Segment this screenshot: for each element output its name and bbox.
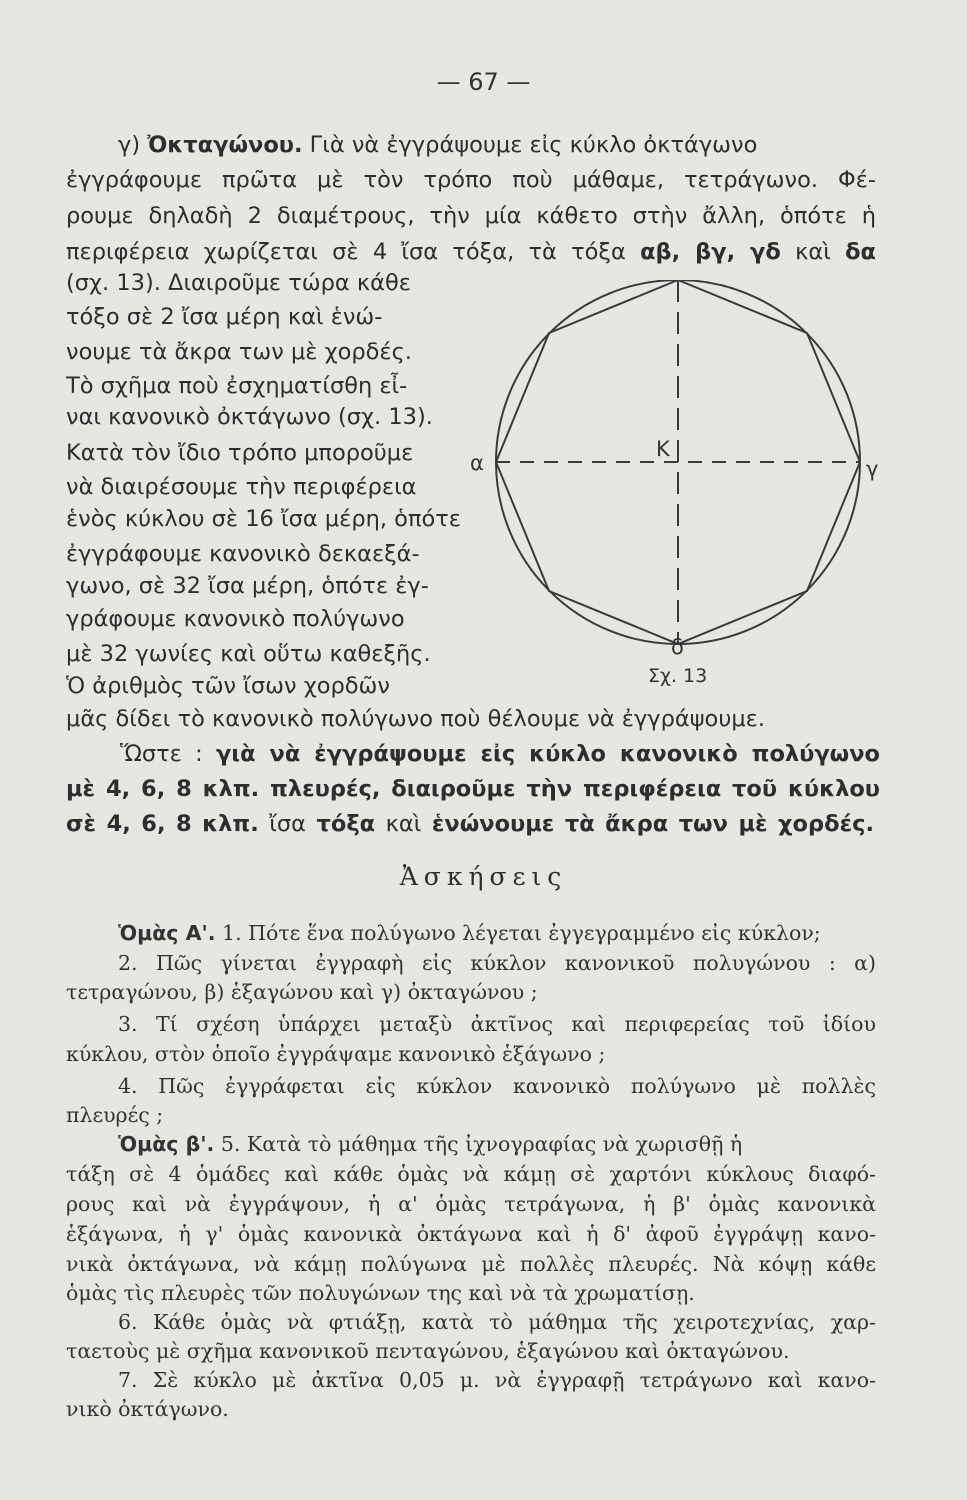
text-line: Τὸ σχῆμα ποὺ ἐσχηματίσθη εἶ- bbox=[66, 373, 408, 399]
arc-name: δα bbox=[845, 239, 876, 265]
text-line: 4. Πῶς ἐγγράφεται εἰς κύκλον κανονικὸ πολύγωνο μὲ πολλὲς bbox=[118, 1074, 876, 1098]
text-line bbox=[118, 1132, 742, 1156]
text-fragment: Ὥστε : bbox=[120, 741, 216, 767]
text-line: κύκλου, στὸν ὁποῖο ἐγγράψαμε κανονικὸ ἑξάγωνο ; bbox=[66, 1042, 606, 1066]
text-line: ἑξάγωνα, ἡ γ' ὁμὰς κανονικὰ ὀκτάγωνα καὶ ἡ δ' ἀφοῦ ἐγγράψῃ κανο- bbox=[66, 1222, 876, 1246]
text-fragment: Γιὰ νὰ ἐγγράψουμε εἰς κύκλο ὀκτάγωνο bbox=[302, 132, 758, 158]
text-line: Κατὰ τὸν ἴδιο τρόπο μποροῦμε bbox=[66, 440, 414, 466]
exercises-title: Ἀσκήσεις bbox=[399, 862, 568, 891]
text-line: γράφουμε κανονικὸ πολύγωνο bbox=[66, 606, 405, 632]
octagon-figure bbox=[470, 280, 910, 700]
text-fragment: ἴσα bbox=[269, 811, 306, 837]
text-line: τόξο σὲ 2 ἴσα μέρη καὶ ἑνώ- bbox=[66, 304, 383, 330]
rule-line: μὲ 4, 6, 8 κλπ. πλευρές, διαιροῦμε τὴν περιφέρεια τοῦ κύκλου bbox=[66, 776, 880, 802]
text-line: μὲ 32 γωνίες καὶ οὕτω καθεξῆς. bbox=[66, 641, 431, 667]
text-line: 3. Τί σχέση ὑπάρχει μεταξὺ ἀκτῖνος καὶ περιφερείας τοῦ ἰδίου bbox=[118, 1012, 876, 1036]
text-fragment: σὲ 4, 6, 8 κλπ. bbox=[66, 811, 270, 837]
label-a: α bbox=[470, 451, 484, 475]
item-marker: γ) bbox=[118, 132, 148, 158]
text-line: γωνο, σὲ 32 ἴσα μέρη, ὁπότε ἐγ- bbox=[66, 573, 429, 599]
rule-line bbox=[66, 811, 874, 837]
label-d: δ bbox=[671, 635, 684, 659]
text-line: νουμε τὰ ἄκρα των μὲ χορδές. bbox=[66, 339, 412, 365]
label-center: Κ bbox=[656, 437, 670, 461]
text-fragment: 1. Πότε ἕνα πολύγωνο λέγεται ἐγγεγραμμένο εἰς κύκλον; bbox=[215, 921, 821, 945]
text-line: 7. Σὲ κύκλο μὲ ἀκτῖνα 0,05 μ. νὰ ἐγγραφῇ τετράγωνο καὶ κανο- bbox=[118, 1368, 876, 1392]
text-line: νικὰ ὀκτάγωνα, νὰ κάμῃ πολύγωνα μὲ πολλὲς πλευρές. Νὰ κόψῃ κάθε bbox=[66, 1252, 876, 1276]
group-label: Ὁμὰς β'. bbox=[118, 1132, 215, 1156]
text-line: ναι κανονικὸ ὀκτάγωνο (σχ. 13). bbox=[66, 404, 433, 430]
text-line: πλευρές ; bbox=[66, 1103, 164, 1127]
text-line: ἑνὸς κύκλου σὲ 16 ἴσα μέρη, ὁπότε bbox=[66, 506, 461, 532]
figure-caption: Σχ. 13 bbox=[648, 665, 708, 687]
rule-line bbox=[120, 741, 880, 767]
text-line: νὰ διαιρέσουμε τὴν περιφέρεια bbox=[66, 474, 417, 500]
text-line: νικὸ ὀκτάγωνο. bbox=[66, 1397, 229, 1421]
label-c: γ bbox=[866, 457, 879, 481]
text-line: τάξη σὲ 4 ὁμάδες καὶ κάθε ὁμὰς νὰ κάμῃ σὲ χαρτόνι κύκλους διαφό- bbox=[66, 1162, 876, 1186]
text-line: (σχ. 13). Διαιροῦμε τώρα κάθε bbox=[66, 270, 411, 296]
text-line: μᾶς δίδει τὸ κανονικὸ πολύγωνο ποὺ θέλουμε νὰ ἐγγράψουμε. bbox=[66, 706, 765, 732]
text-line: Ὁ ἀριθμὸς τῶν ἴσων χορδῶν bbox=[66, 673, 390, 699]
label-b bbox=[673, 280, 686, 281]
text-fragment: περιφέρεια χωρίζεται σὲ 4 ἴσα τόξα, τὰ τόξα bbox=[66, 239, 641, 265]
text-line: ρους καὶ νὰ ἐγγράψουν, ἡ α' ὁμὰς τετράγωνα, ἡ β' ὁμὰς κανονικὰ bbox=[66, 1192, 876, 1216]
text-line: τετραγώνου, β) ἑξαγώνου καὶ γ) ὀκταγώνου ; bbox=[66, 980, 538, 1004]
text-line: ταετοὺς μὲ σχῆμα κανονικοῦ πενταγώνου, ἑξαγώνου καὶ ὀκταγώνου. bbox=[66, 1339, 790, 1363]
text-fragment: τόξα bbox=[306, 811, 386, 837]
text-fragment: καὶ bbox=[385, 811, 422, 837]
page-number: — 67 — bbox=[436, 68, 531, 96]
text-line: 2. Πῶς γίνεται ἐγγραφὴ εἰς κύκλον κανονικοῦ πολυγώνου : α) bbox=[118, 951, 876, 975]
text-line: ἐγγράφουμε πρῶτα μὲ τὸν τρόπο ποὺ μάθαμε, τετράγωνο. Φέ- bbox=[66, 167, 876, 193]
text-fragment: καὶ bbox=[780, 239, 846, 265]
text-line: 6. Κάθε ὁμὰς νὰ φτιάξῃ, κατὰ τὸ μάθημα τῆς χειροτεχνίας, χαρ- bbox=[118, 1310, 876, 1334]
text-line bbox=[66, 239, 876, 265]
text-line bbox=[118, 921, 821, 945]
text-line: ὁμὰς τὶς πλευρὲς τῶν πολυγώνων της καὶ νὰ τὰ χρωματίσῃ. bbox=[66, 1281, 695, 1305]
group-label: Ὁμὰς Α'. bbox=[118, 921, 216, 945]
section-heading: Ὀκταγώνου. bbox=[147, 132, 303, 158]
text-line: ρουμε δηλαδὴ 2 διαμέτρους, τὴν μία κάθετο στὴν ἄλλη, ὁπότε ἡ bbox=[66, 203, 876, 229]
arc-names: αβ, βγ, γδ bbox=[640, 239, 781, 265]
text-line bbox=[118, 132, 757, 158]
text-fragment: 5. Κατὰ τὸ μάθημα τῆς ἰχνογραφίας νὰ χωρισθῇ ἡ bbox=[214, 1132, 743, 1156]
text-line: ἐγγράφουμε κανονικὸ δεκαεξά- bbox=[66, 541, 420, 567]
text-fragment: ἑνώνουμε τὰ ἄκρα των μὲ χορδές. bbox=[421, 811, 874, 837]
text-fragment: γιὰ νὰ ἐγγράψουμε εἰς κύκλο κανονικὸ πολύγωνο bbox=[215, 741, 880, 767]
